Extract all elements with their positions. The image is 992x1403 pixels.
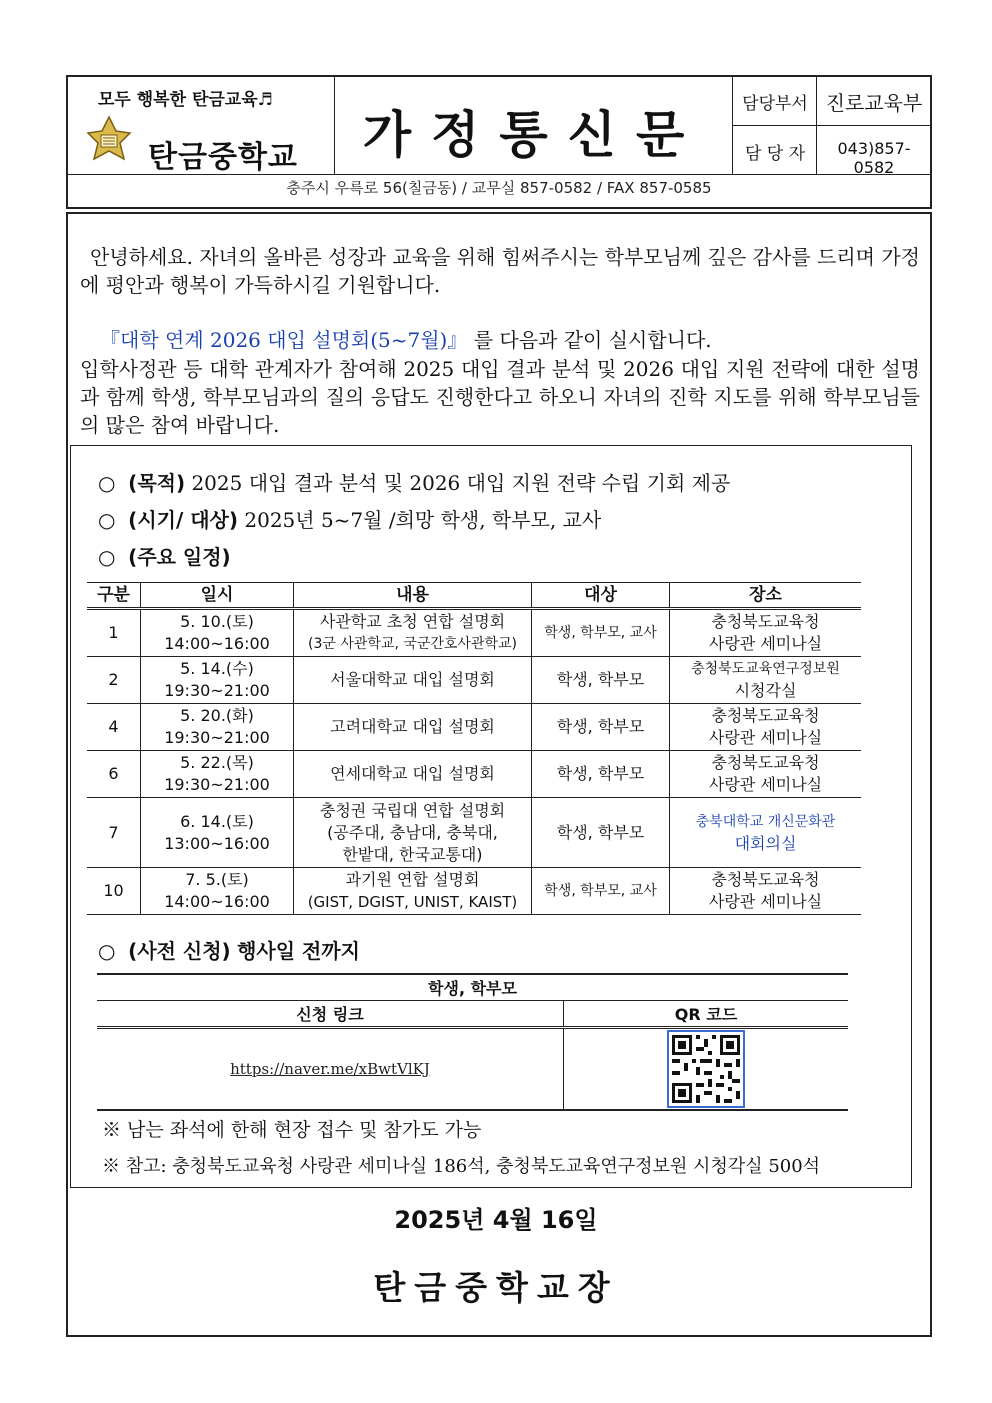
purpose-text: 2025 대입 결과 분석 및 2026 대입 지원 전략 수립 기회 제공 — [191, 471, 731, 495]
schedule-header-row — [87, 583, 861, 609]
schedule-no-line: 4 — [108, 717, 119, 736]
schedule-row — [87, 798, 861, 868]
schedule-content — [294, 609, 532, 657]
schedule-target — [532, 798, 670, 868]
registration-audience: 학생, 학부모 — [428, 979, 517, 998]
schedule-datetime-line: 5. 20.(화) — [180, 706, 254, 725]
schedule-datetime-line: 5. 22.(목) — [180, 753, 254, 772]
page-title: 가정통신문 — [362, 106, 705, 164]
registration-table — [97, 973, 848, 1111]
schedule-datetime — [141, 868, 294, 915]
contact-label: 담 당 자 — [744, 144, 806, 164]
schedule-content-line: 고려대학교 대입 설명회 — [330, 717, 495, 736]
schedule-table — [87, 582, 861, 915]
schedule-label: (주요 일정) — [128, 545, 231, 569]
principal-signature: 탄금중학교장 — [373, 1268, 619, 1307]
register-text: 행사일 전까지 — [237, 939, 360, 963]
schedule-no-line: 10 — [103, 881, 124, 900]
issue-date: 2025년 4월 16일 — [394, 1206, 598, 1234]
schedule-datetime-line: 14:00~16:00 — [164, 634, 270, 653]
schedule-content — [294, 868, 532, 915]
dept-value: 진로교육부 — [825, 91, 923, 115]
schedule-no — [87, 657, 141, 704]
greeting-paragraph: 안녕하세요. 자녀의 올바른 성장과 교육을 위해 힘써주시는 학부모님께 깊은 감사를 드리며 가정에 평안과 행복이 가득하시길 기원합니다. — [80, 245, 920, 297]
bullet-period: ○ (시기/ 대상) 2025년 5~7월 /희망 학생, 학부모, 교사 — [98, 508, 602, 532]
schedule-place-line: 충청북도교육청 — [711, 870, 820, 889]
schedule-content — [294, 657, 532, 704]
schedule-no — [87, 798, 141, 868]
schedule-content — [294, 798, 532, 868]
col-header-date: 일시 — [141, 583, 294, 609]
period-label: (시기/ 대상) — [128, 508, 239, 532]
schedule-datetime-line: 5. 10.(토) — [180, 612, 254, 631]
schedule-no-line: 2 — [108, 670, 119, 689]
schedule-datetime-line: 13:00~16:00 — [164, 833, 270, 853]
schedule-place — [670, 657, 862, 704]
schedule-datetime — [141, 704, 294, 751]
schedule-target-line: 학생, 학부모, 교사 — [544, 883, 657, 899]
schedule-datetime-line: 19:30~21:00 — [164, 775, 270, 794]
schedule-no — [87, 704, 141, 751]
schedule-datetime-line: 19:30~21:00 — [164, 681, 270, 700]
col-header-place: 장소 — [670, 583, 862, 609]
bullet-schedule: ○ (주요 일정) — [98, 545, 231, 569]
schedule-row — [87, 868, 861, 915]
schedule-datetime — [141, 657, 294, 704]
schedule-target-line: 학생, 학부모 — [556, 717, 645, 736]
schedule-place-line: 사랑관 세미나실 — [708, 775, 823, 794]
schedule-place-line: 사랑관 세미나실 — [708, 634, 823, 653]
schedule-content — [294, 704, 532, 751]
schedule-no — [87, 609, 141, 657]
schedule-content-line: (공주대, 충남대, 충북대, — [327, 822, 498, 842]
schedule-place-line: 대회의실 — [734, 833, 797, 853]
schedule-place-line: 충청북도교육청 — [711, 612, 820, 631]
schedule-no — [87, 751, 141, 798]
schedule-place — [670, 704, 862, 751]
col-header-content: 내용 — [294, 583, 532, 609]
schedule-place — [670, 609, 862, 657]
schedule-datetime-line: 6. 14.(토) — [180, 811, 254, 831]
schedule-content-line: 사관학교 초청 연합 설명회 — [319, 612, 506, 631]
schedule-place-line: 사랑관 세미나실 — [708, 728, 823, 747]
registration-link[interactable]: https://naver.me/xBwtVlKJ — [230, 1060, 430, 1078]
school-name: 탄금중학교 — [148, 140, 298, 175]
qr-header: QR 코드 — [674, 1005, 738, 1024]
schedule-datetime — [141, 751, 294, 798]
event-announcement — [100, 326, 920, 354]
schedule-content-line: (3군 사관학교, 국군간호사관학교) — [308, 636, 517, 652]
school-emblem-icon — [82, 113, 136, 167]
note-onsite: ※ 남는 좌석에 한해 현장 접수 및 참가도 가능 — [102, 1119, 482, 1141]
dept-label: 담당부서 — [742, 94, 808, 114]
schedule-row — [87, 751, 861, 798]
schedule-place — [670, 798, 862, 868]
schedule-content — [294, 751, 532, 798]
col-header-target: 대상 — [532, 583, 670, 609]
school-address: 충주시 우륵로 56(칠금동) / 교무실 857-0582 / FAX 857-0585 — [286, 179, 712, 197]
schedule-target-line: 학생, 학부모 — [556, 822, 645, 842]
schedule-place-line: 시청각실 — [734, 681, 797, 700]
note-reference: ※ 참고: 충청북도교육청 사랑관 세미나실 186석, 충청북도교육연구정보원 시청각실 500석 — [102, 1156, 821, 1177]
header-table — [66, 75, 932, 209]
schedule-datetime-line: 19:30~21:00 — [164, 728, 270, 747]
period-text: 2025년 5~7월 /희망 학생, 학부모, 교사 — [244, 508, 602, 532]
schedule-place — [670, 751, 862, 798]
schedule-no-line: 7 — [108, 822, 119, 842]
qr-cell — [564, 1028, 849, 1111]
schedule-row — [87, 609, 861, 657]
schedule-content-line: 과기원 연합 설명회 — [345, 870, 480, 889]
register-label: (사전 신청) — [128, 939, 231, 963]
schedule-target — [532, 609, 670, 657]
schedule-datetime-line: 7. 5.(토) — [185, 870, 249, 889]
schedule-target — [532, 704, 670, 751]
col-header-no: 구분 — [87, 583, 141, 609]
schedule-datetime — [141, 798, 294, 868]
qr-code-icon[interactable] — [667, 1030, 745, 1108]
contact-value: 043)857-0582 — [837, 139, 911, 177]
schedule-no-line: 6 — [108, 764, 119, 783]
schedule-content-line: 한밭대, 한국교통대) — [342, 844, 483, 864]
purpose-label: (목적) — [128, 471, 186, 495]
schedule-datetime-line: 5. 14.(수) — [180, 659, 254, 678]
bullet-purpose: ○ (목적) 2025 대입 결과 분석 및 2026 대입 지원 전략 수립 기회 제공 — [98, 471, 731, 495]
schedule-place-line: 사랑관 세미나실 — [708, 892, 823, 911]
schedule-place-line: 충청북도교육청 — [711, 753, 820, 772]
schedule-place-line: 충청북도교육청 — [711, 706, 820, 725]
schedule-target-line: 학생, 학부모 — [556, 764, 645, 783]
schedule-no-line: 1 — [108, 623, 119, 642]
schedule-target-line: 학생, 학부모, 교사 — [544, 625, 657, 641]
school-motto: 모두 행복한 탄금교육♬ — [98, 90, 273, 110]
registration-link-cell — [97, 1028, 564, 1111]
schedule-content-line: 연세대학교 대입 설명회 — [330, 764, 495, 783]
schedule-target-line: 학생, 학부모 — [556, 670, 645, 689]
schedule-content-line: 충청권 국립대 연합 설명회 — [319, 800, 506, 820]
event-suffix: 를 다음과 같이 실시합니다. — [473, 328, 712, 352]
schedule-place-line: 충북대학교 개신문화관 — [695, 813, 836, 830]
event-description: 입학사정관 등 대학 관계자가 참여해 2025 대입 결과 분석 및 2026 대입 지원 전략에 대한 설명과 함께 학생, 학부모님과의 질의 응답도 진행한다고 하오니 자녀의 진학 지도를 위해 학부모님들의 많은 참여 바랍니다. — [80, 357, 920, 437]
schedule-place-line: 충청북도교육연구정보원 — [691, 661, 840, 677]
schedule-place — [670, 868, 862, 915]
schedule-datetime — [141, 609, 294, 657]
bullet-register: ○ (사전 신청) 행사일 전까지 — [98, 939, 360, 963]
schedule-row — [87, 657, 861, 704]
schedule-content-line: 서울대학교 대입 설명회 — [330, 670, 495, 689]
schedule-target — [532, 868, 670, 915]
event-name: 『대학 연계 2026 대입 설명회(5~7월)』 — [100, 328, 468, 352]
schedule-target — [532, 751, 670, 798]
schedule-target — [532, 657, 670, 704]
schedule-datetime-line: 14:00~16:00 — [164, 892, 270, 911]
schedule-no — [87, 868, 141, 915]
schedule-row — [87, 704, 861, 751]
schedule-content-line: (GIST, DGIST, UNIST, KAIST) — [307, 893, 518, 911]
link-header: 신청 링크 — [97, 1001, 564, 1028]
